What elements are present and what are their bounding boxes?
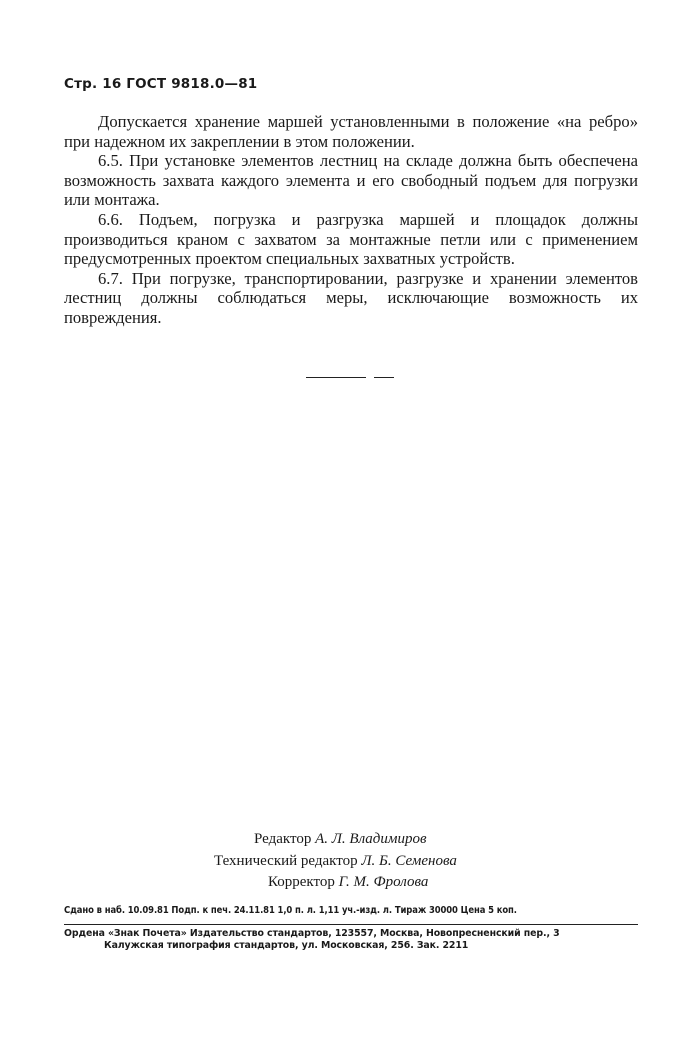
end-separator-short: [374, 377, 394, 378]
paragraph-6-5: 6.5. При установке элементов лестниц на складе должна быть обеспечена возможность захвата каждого элемента и его свободный подъем для погрузки или монтажа.: [64, 151, 638, 210]
print-info: Сдано в наб. 10.09.81 Подп. к печ. 24.11.81 1,0 п. л. 1,11 уч.-изд. л. Тираж 30000 Цена 5 коп.: [64, 905, 517, 916]
running-head: Стр. 16 ГОСТ 9818.0—81: [64, 76, 258, 92]
proofreader-name: Г. М. Фролова: [338, 874, 429, 890]
proofreader-role: Корректор: [268, 874, 335, 890]
end-separator-long: [306, 377, 366, 378]
editor-role: Редактор: [254, 831, 312, 847]
publisher-block: [64, 928, 638, 952]
tech-editor-role: Технический редактор: [214, 852, 358, 869]
publisher-line-1: Ордена «Знак Почета» Издательство стандартов, 123557, Москва, Новопресненский пер., 3: [64, 928, 560, 939]
body-text: [64, 112, 638, 328]
credit-tech-editor: [214, 851, 504, 873]
credit-editor: [214, 829, 504, 851]
credits-block: [214, 829, 504, 894]
tech-editor-name: Л. Б. Семенова: [361, 852, 457, 869]
credit-proofreader: [214, 872, 504, 894]
publisher-line-2: Калужская типография стандартов, ул. Московская, 256. Зак. 2211: [104, 940, 469, 951]
paragraph-6-7: 6.7. При погрузке, транспортировании, разгрузке и хранении элементов лестниц должны соблюдаться меры, исключающие возможность их повреждения.: [64, 268, 638, 327]
paragraph-storage-on-edge: Допускается хранение маршей установленными в положение «на ребро» при надежном их закреплении в этом положении.: [64, 112, 638, 151]
imprint-divider: [64, 924, 638, 925]
paragraph-6-6: 6.6. Подъем, погрузка и разгрузка маршей и площадок должны производиться краном с захватом за монтажные петли или с применением предусмотренных проектом специальных захватных устройств.: [64, 209, 638, 269]
editor-name: А. Л. Владимиров: [315, 831, 427, 847]
